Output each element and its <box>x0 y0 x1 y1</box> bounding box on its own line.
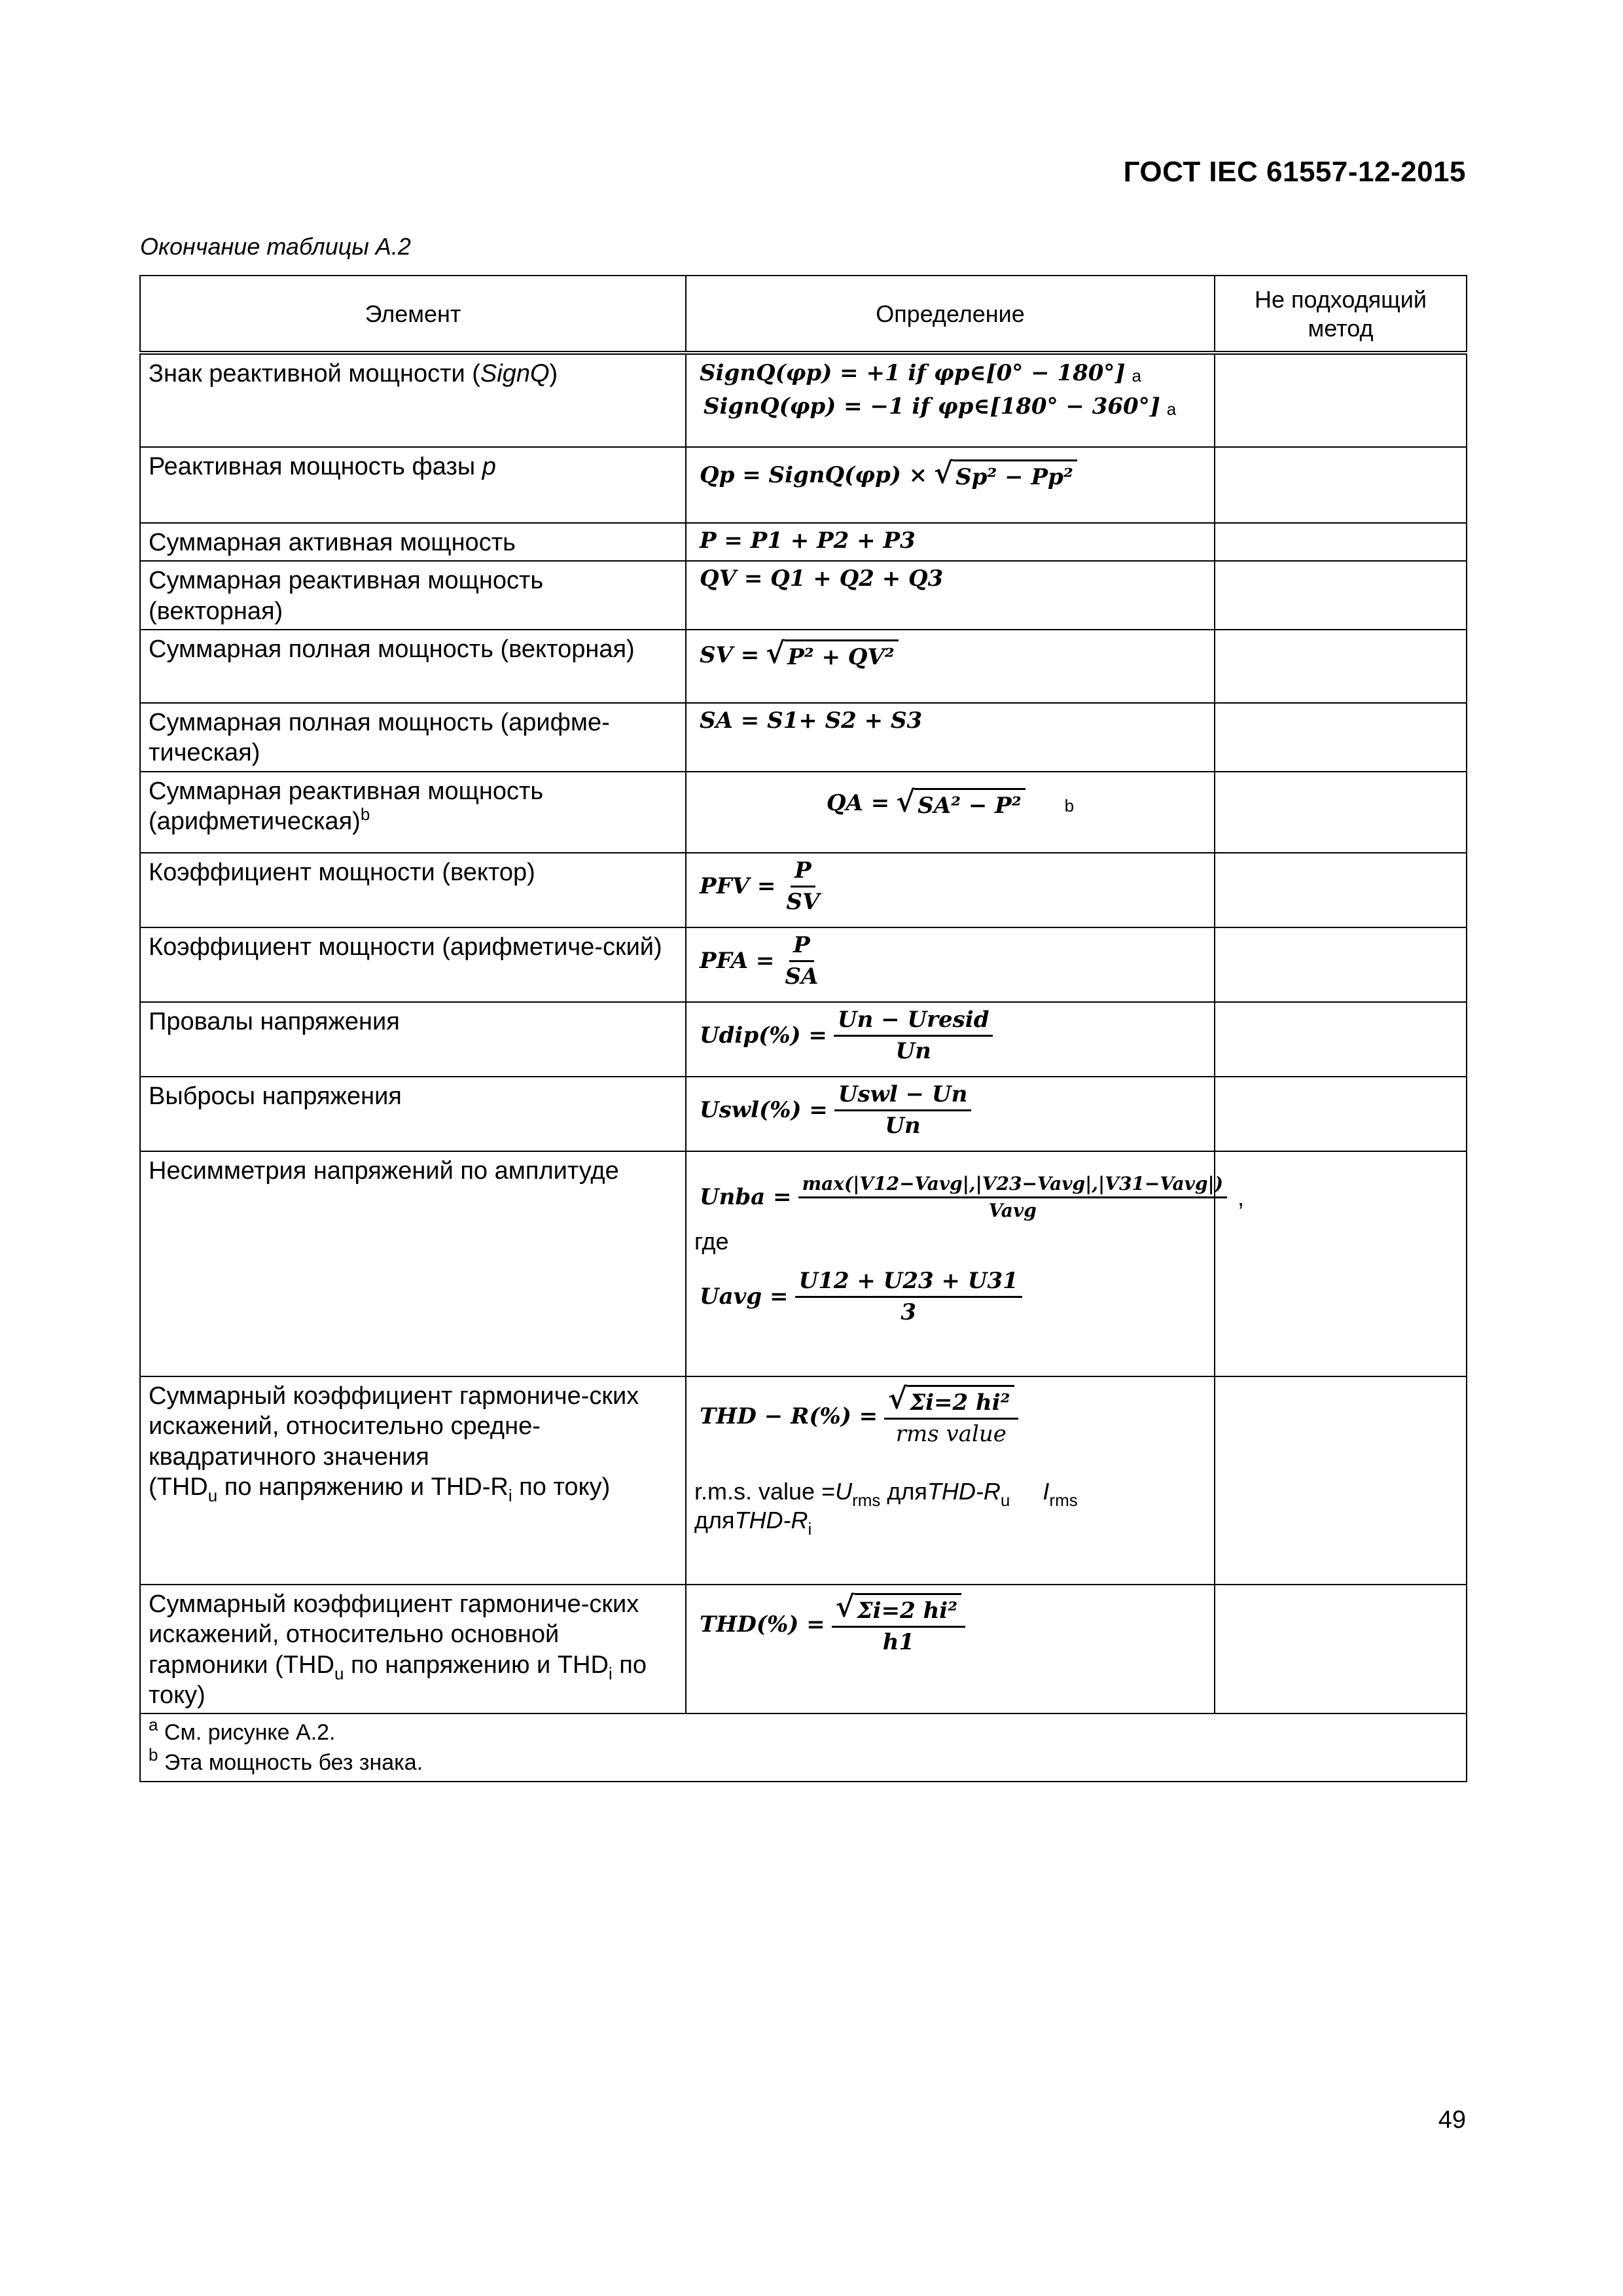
footnote-a: $^a$ См. рисунке А.2. <box>149 1715 336 1746</box>
definition-cell: SignQ(φp) = +1 if φp∈[0° − 180°] a SignQ(φp) = −1 if φp∈[180° − 360°] a <box>686 353 1215 447</box>
element-cell: Суммарный коэффициент гармониче-ских искажений, относительно основной гармоники ($THD_u$ по напряжению и $THD_i$ по току) <box>140 1585 686 1713</box>
method-cell <box>1215 1002 1467 1077</box>
table-row <box>140 561 1467 630</box>
definition-cell: THD − R(%) = √ Σi=2 hi² rms value r.m.s. value $=U_{rms}$ дляTHD-$R_u$ $I_{rms}$ дляTHD-$R_i$ <box>686 1376 1215 1585</box>
table-row <box>140 703 1467 772</box>
column-header-method: Не подходящий метод <box>1215 276 1467 353</box>
element-cell: Коэффициент мощности (вектор) <box>140 853 686 927</box>
element-cell: Реактивная мощность фазы p <box>140 447 686 523</box>
definition-cell: THD(%) = √ Σi=2 hi² h1 <box>686 1585 1215 1713</box>
element-cell: Провалы напряжения <box>140 1002 686 1077</box>
definition-cell: SV = √ P² + QV² <box>686 630 1215 703</box>
table-row <box>140 1585 1467 1713</box>
method-cell <box>1215 1585 1467 1713</box>
table-row <box>140 1376 1467 1585</box>
method-cell <box>1215 703 1467 772</box>
method-cell <box>1215 772 1467 853</box>
element-cell: Выбросы напряжения <box>140 1077 686 1151</box>
table-row <box>140 353 1467 447</box>
definition-cell: P = P1 + P2 + P3 <box>686 523 1215 561</box>
column-header-element: Элемент <box>140 276 686 353</box>
method-cell <box>1215 561 1467 630</box>
definition-cell: Uswl(%) = $\frac{\text{Uswl − Un}}{Un}$ <box>686 1077 1215 1151</box>
element-cell: Несимметрия напряжений по амплитуде <box>140 1151 686 1376</box>
method-cell <box>1215 1376 1467 1585</box>
method-cell <box>1215 630 1467 703</box>
table-header-row <box>140 276 1467 353</box>
page-number: 49 <box>1438 2106 1466 2134</box>
footnote-b: $^b$ Эта мощность без знака. <box>149 1745 423 1776</box>
method-cell <box>1215 853 1467 927</box>
table-row <box>140 1077 1467 1151</box>
where-label: где <box>694 1228 729 1255</box>
element-cell: Коэффициент мощности (арифметиче-ский) <box>140 927 686 1002</box>
definition-cell: PFV = $\frac{P}{SV}$ <box>686 853 1215 927</box>
table-row <box>140 523 1467 561</box>
method-cell <box>1215 927 1467 1002</box>
table-row <box>140 927 1467 1002</box>
table-row <box>140 853 1467 927</box>
table-row <box>140 1002 1467 1077</box>
element-cell: Суммарная активная мощность <box>140 523 686 561</box>
element-cell: Суммарная реактивная мощность (арифметическая)$^b$ <box>140 772 686 853</box>
definition-cell: QV = Q1 + Q2 + Q3 <box>686 561 1215 630</box>
rms-note: r.m.s. value $=U_{rms}$ дляTHD-$R_u$ $I_{rms}$ дляTHD-$R_i$ <box>694 1477 1078 1539</box>
table-row <box>140 772 1467 853</box>
definition-cell: SA = S1+ S2 + S3 <box>686 703 1215 772</box>
definition-cell: PFA = $\frac{P}{SA}$ <box>686 927 1215 1002</box>
definitions-table <box>139 275 1467 1782</box>
table-row <box>140 447 1467 523</box>
method-cell <box>1215 523 1467 561</box>
column-header-definition: Определение <box>686 276 1215 353</box>
method-cell <box>1215 1151 1467 1376</box>
document-code: ГОСТ IEC 61557-12-2015 <box>1123 156 1466 188</box>
footnotes-row <box>140 1713 1467 1782</box>
table-row <box>140 630 1467 703</box>
table-caption: Окончание таблицы А.2 <box>140 233 411 260</box>
element-cell: Суммарная полная мощность (арифме-тическая) <box>140 703 686 772</box>
element-cell: Знак реактивной мощности (SignQ) <box>140 353 686 447</box>
definition-cell: Udip(%) = $\frac{\text{Un − Uresid}}{Un}$ <box>686 1002 1215 1077</box>
footnotes-cell <box>140 1713 1467 1782</box>
element-cell: Суммарная реактивная мощность (векторная) <box>140 561 686 630</box>
method-cell <box>1215 353 1467 447</box>
method-cell <box>1215 447 1467 523</box>
method-cell <box>1215 1077 1467 1151</box>
table-row <box>140 1151 1467 1376</box>
definition-cell: Qp = SignQ(φp) × √ Sp² − Pp² <box>686 447 1215 523</box>
definition-cell: Unba = $\frac{\text{max(|V12−Vavg|,|V23−Vavg|,|V31−Vavg|)}}{\text{Vavg}}$ , где Uavg = $\frac{U12 + U23 + U31}{3}$ <box>686 1151 1215 1376</box>
element-cell: Суммарный коэффициент гармониче-ских искажений, относительно средне-квадратичного значения ($THD_u$ по напряжению и THD-$R_i$ по току) <box>140 1376 686 1585</box>
definition-cell: QA = √ SA² − P² b <box>686 772 1215 853</box>
element-cell: Суммарная полная мощность (векторная) <box>140 630 686 703</box>
